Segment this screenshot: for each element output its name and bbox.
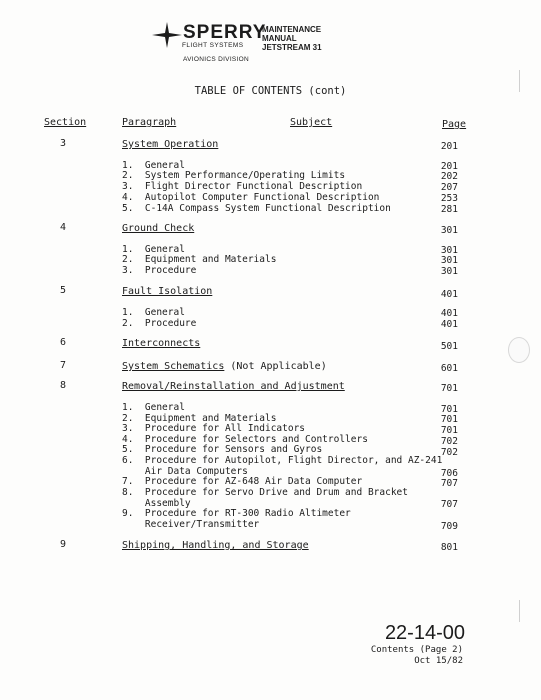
section-title-row — [122, 361, 327, 372]
col-section: Section — [44, 117, 87, 128]
col-page: Page — [442, 119, 467, 130]
item-page: 707 — [440, 478, 458, 489]
list-item: 8. Procedure for Servo Drive and Drum and Bracket — [122, 487, 408, 498]
section-number: 7 — [59, 360, 67, 371]
section-page: 801 — [440, 542, 458, 553]
item-page: 709 — [440, 521, 458, 532]
list-item: 3. Procedure — [122, 265, 197, 276]
division-label: AVIONICS DIVISION — [183, 56, 250, 63]
document-code: 22-14-00 — [384, 622, 465, 644]
section-title: Ground Check — [122, 223, 195, 234]
item-page: 701 — [440, 425, 458, 436]
manual-line2: MANUAL — [262, 34, 297, 43]
list-item: Assembly — [122, 498, 191, 509]
section-number: 8 — [59, 380, 67, 391]
section-number: 5 — [59, 285, 67, 296]
list-item: 4. Autopilot Computer Functional Description — [122, 192, 380, 203]
brand-name: SPERRY — [183, 22, 267, 43]
brand-sub: FLIGHT SYSTEMS — [182, 42, 244, 49]
list-item: 7. Procedure for AZ-648 Air Data Computer — [122, 476, 363, 487]
section-number: 4 — [59, 222, 67, 233]
item-page: 253 — [440, 193, 458, 204]
list-item: 4. Procedure for Selectors and Controllers — [122, 434, 368, 445]
col-subject: Subject — [290, 117, 333, 128]
item-page: 207 — [440, 182, 458, 193]
section-page: 701 — [440, 383, 458, 394]
section-number: 3 — [59, 138, 67, 149]
list-item: 2. System Performance/Operating Limits — [122, 170, 346, 181]
section-page: 401 — [440, 289, 458, 300]
section-page: 601 — [440, 363, 458, 374]
list-item: Air Data Computers — [122, 466, 248, 477]
section-page: 201 — [440, 141, 458, 152]
section-title: Removal/Reinstallation and Adjustment — [122, 381, 345, 392]
item-page: 707 — [440, 499, 458, 510]
manual-line3: JETSTREAM 31 — [262, 43, 322, 52]
item-page: 301 — [440, 266, 458, 277]
list-item: 5. C-14A Compass System Functional Description — [122, 203, 391, 214]
list-item: 2. Procedure — [122, 318, 197, 329]
item-page: 401 — [440, 319, 458, 330]
manual-line1: MAINTENANCE — [262, 25, 322, 34]
edge-mark — [515, 70, 520, 92]
item-page: 202 — [440, 171, 458, 182]
item-page: 301 — [440, 255, 458, 266]
toc-title: TABLE OF CONTENTS (cont) — [194, 85, 347, 97]
list-item: 9. Procedure for RT-300 Radio Altimeter — [122, 508, 351, 519]
section-page: 301 — [440, 225, 458, 236]
list-item: 6. Procedure for Autopilot, Flight Director, and AZ-241 — [122, 455, 443, 466]
item-page: 301 — [440, 245, 458, 256]
list-item: 2. Equipment and Materials — [122, 254, 277, 265]
item-page: 702 — [440, 436, 458, 447]
section-title: Interconnects — [122, 338, 201, 349]
edge-mark — [515, 600, 520, 622]
item-page: 701 — [440, 414, 458, 425]
list-item: 2. Equipment and Materials — [122, 413, 277, 424]
section-title: Fault Isolation — [122, 286, 213, 297]
section-title: System Operation — [122, 139, 219, 150]
section-title: System Schematics — [122, 361, 225, 372]
list-item: 1. General — [122, 307, 185, 318]
list-item: 3. Procedure for All Indicators — [122, 423, 306, 434]
item-page: 201 — [440, 161, 458, 172]
binder-hole — [508, 337, 530, 363]
section-title: Shipping, Handling, and Storage — [122, 540, 309, 551]
revision-date: Oct 15/82 — [414, 656, 463, 666]
list-item: 3. Flight Director Functional Description — [122, 181, 363, 192]
item-page: 706 — [440, 468, 458, 479]
contents-page: Contents (Page 2) — [370, 645, 463, 655]
item-page: 281 — [440, 204, 458, 215]
list-item: 1. General — [122, 402, 185, 413]
list-item: 1. General — [122, 244, 185, 255]
section-number: 9 — [59, 539, 67, 550]
section-title-suffix: (Not Applicable) — [224, 361, 327, 372]
section-page: 501 — [440, 341, 458, 352]
col-paragraph: Paragraph — [122, 117, 177, 128]
list-item: Receiver/Transmitter — [122, 519, 260, 530]
item-page: 702 — [440, 447, 458, 458]
item-page: 701 — [440, 404, 458, 415]
section-number: 6 — [59, 337, 67, 348]
list-item: 5. Procedure for Sensors and Gyros — [122, 444, 323, 455]
sperry-star-logo-icon — [150, 20, 184, 50]
item-page: 401 — [440, 308, 458, 319]
list-item: 1. General — [122, 160, 185, 171]
